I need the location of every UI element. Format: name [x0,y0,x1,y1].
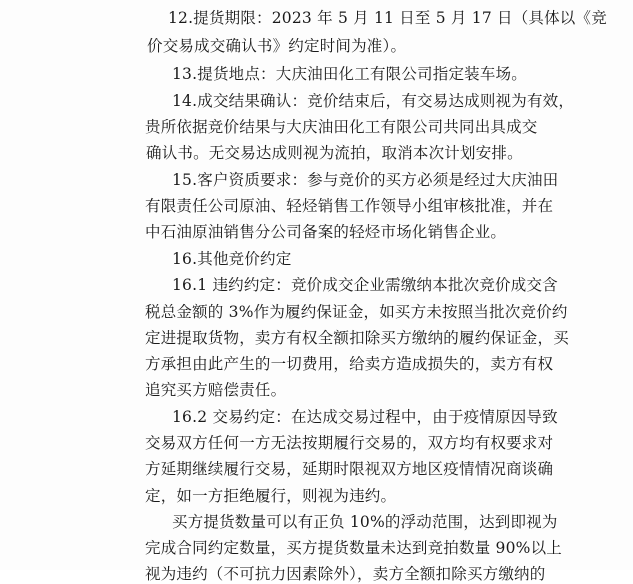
doc-line: 16.其他竞价约定 [172,250,292,268]
doc-line: 定，如一方拒绝履行，则视为违约。 [145,487,397,505]
doc-line: 完成合同约定数量，买方提货数量未达到竞拍数量 90%以上 [145,539,562,557]
doc-line: 中石油原油销售分公司备案的轻烃市场化销售企业。 [145,223,507,241]
doc-line: 16.1 违约约定：竞价成交企业需缴纳本批次竞价成交含 [172,276,558,294]
doc-line: 14.成交结果确认：竞价结束后，有交易达成则视为有效， [172,92,575,110]
doc-line: 确认书。无交易达成则视为流拍，取消本次计划安排。 [146,144,523,162]
doc-line: 税总金额的 3%作为履约保证金，如买方未按照当批次竞价约 [145,303,568,321]
doc-line: 买方提货数量可以有正负 10%的浮动范围，达到即视为 [172,513,558,531]
doc-line: 方承担由此产生的一切费用，给卖方造成损失的，卖方有权 [145,355,554,373]
doc-line: 交易双方任何一方无法按期履行交易的，双方均有权要求对 [145,434,554,452]
doc-line: 13.提货地点：大庆油田化工有限公司指定装车场。 [172,65,527,83]
doc-line: 方延期继续履行交易，延期时限视双方地区疫情情况商谈确 [145,460,554,478]
doc-line: 价交易成交确认书》约定时间为准）。 [147,37,407,55]
doc-line: 12.提货期限：2023 年 5 月 11 日至 5 月 17 日（具体以《竞 [168,9,607,27]
doc-line: 15.客户资质要求：参与竞价的买方必须是经过大庆油田 [172,171,559,189]
doc-line: 定进提取货物，卖方有权全额扣除买方缴纳的履约保证金，买 [145,329,569,347]
doc-line: 追究买方赔偿责任。 [145,381,287,399]
doc-line: 16.2 交易约定：在达成交易过程中，由于疫情原因导致 [172,408,558,426]
doc-line: 有限责任公司原油、轻烃销售工作领导小组审核批准，并在 [145,197,554,215]
doc-line: 贵所依据竞价结果与大庆油田化工有限公司共同出具成交 [145,118,538,136]
doc-line: 视为违约（不可抗力因素除外），卖方全额扣除买方缴纳的 [145,565,546,583]
